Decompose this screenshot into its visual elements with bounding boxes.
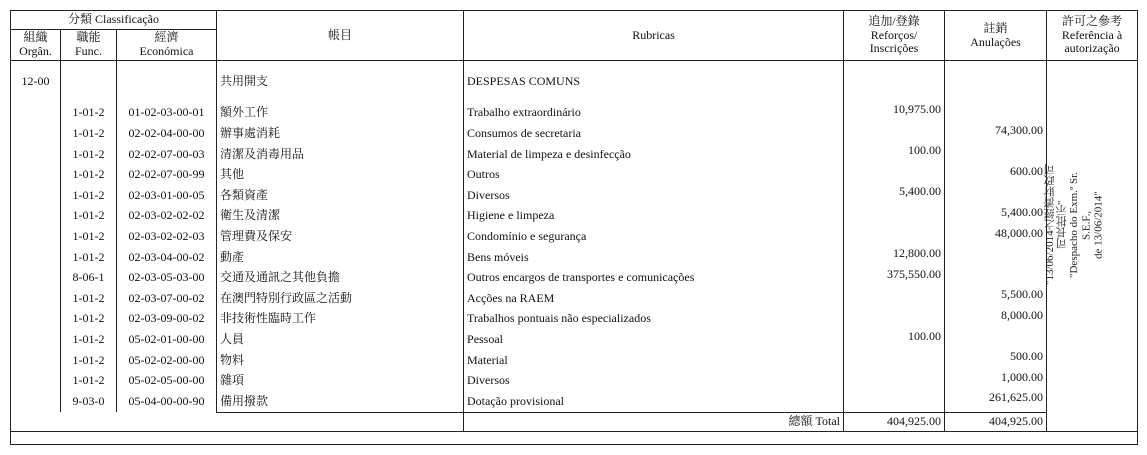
item-zh: 衛生及清潔: [217, 206, 464, 227]
anulacao-value: 1,000.00: [945, 371, 1047, 392]
anulacao-value: 5,400.00: [945, 206, 1047, 227]
econ-code: 02-02-07-00-99: [117, 165, 217, 186]
anulacao-value: 5,500.00: [945, 288, 1047, 309]
total-reforco: 404,925.00: [844, 412, 945, 431]
func-code: 1-01-2: [61, 185, 117, 206]
func-code: 1-01-2: [61, 165, 117, 186]
authorization-reference-text: "13/06/2014之經濟財政司 司長批示" "Despacho do Exm.º Sr. S.E.F., de 13/06/2014": [1044, 164, 1105, 286]
item-zh: 交通及通訊之其他負擔: [217, 268, 464, 289]
item-pt: Diversos: [464, 371, 844, 392]
table-body: [11, 61, 1138, 413]
anulacao-value: [945, 103, 1047, 124]
reinforcements-header-zh: 追加/登錄: [868, 13, 920, 28]
item-zh: 非技術性臨時工作: [217, 309, 464, 330]
econ-header-zh: 經濟: [154, 30, 179, 45]
reference-header-pt: Referência à: [1061, 27, 1123, 42]
total-anulacao: 404,925.00: [945, 412, 1047, 431]
func-header: [61, 30, 117, 61]
org-header: [11, 30, 61, 61]
authorization-reference: [1044, 160, 1134, 290]
table-row: [11, 391, 1138, 412]
table-row: [11, 185, 1138, 206]
func-code: 1-01-2: [61, 206, 117, 227]
func-code: 1-01-2: [61, 144, 117, 165]
econ-code: 02-02-07-00-03: [117, 144, 217, 165]
econ-code: 05-02-01-00-00: [117, 330, 217, 351]
func-header-zh: 職能: [76, 30, 101, 45]
bottom-spacer-row: [11, 431, 1138, 444]
classification-header: 分類 Classificação: [11, 11, 217, 30]
reference-header-zh: 許可之參考: [1062, 13, 1123, 28]
anulacao-value: 48,000.00: [945, 227, 1047, 248]
func-code: 1-01-2: [61, 371, 117, 392]
func-code: 1-01-2: [61, 330, 117, 351]
reforco-value: 375,550.00: [844, 268, 945, 289]
total-label: 總額 Total: [464, 412, 844, 431]
org-header-pt: Orgân.: [19, 44, 52, 58]
item-zh: 在澳門特別行政區之活動: [217, 288, 464, 309]
anulacao-value: [945, 268, 1047, 289]
group-title-zh: 共用開支: [217, 61, 464, 104]
item-zh: 其他: [217, 165, 464, 186]
item-zh: 各類資產: [217, 185, 464, 206]
table-row: [11, 247, 1138, 268]
item-pt: Pessoal: [464, 330, 844, 351]
reinforcements-header: [844, 11, 945, 61]
econ-code: 02-03-07-00-02: [117, 288, 217, 309]
item-zh: 清潔及消毒用品: [217, 144, 464, 165]
reforco-value: [844, 371, 945, 392]
item-pt: Material de limpeza e desinfecção: [464, 144, 844, 165]
anulacao-value: 600.00: [945, 165, 1047, 186]
anulacao-value: 74,300.00: [945, 124, 1047, 145]
item-pt: Acções na RAEM: [464, 288, 844, 309]
reforco-value: 12,800.00: [844, 247, 945, 268]
table-row: [11, 206, 1138, 227]
reinforcements-header-pt: Reforços/: [870, 27, 918, 42]
func-code: 1-01-2: [61, 247, 117, 268]
reference-header: [1047, 11, 1138, 61]
econ-header-pt: Económica: [139, 44, 194, 58]
reforco-value: 100.00: [844, 144, 945, 165]
func-code: 9-03-0: [61, 391, 117, 412]
table-row: [11, 144, 1138, 165]
item-pt: Bens móveis: [464, 247, 844, 268]
item-zh-header: 帳目: [217, 11, 464, 61]
econ-code: 02-03-05-03-00: [117, 268, 217, 289]
table-row: [11, 268, 1138, 289]
org-header-zh: 組織: [23, 30, 48, 45]
item-pt: Higiene e limpeza: [464, 206, 844, 227]
econ-code: 02-02-04-00-00: [117, 124, 217, 145]
item-zh: 管理費及保安: [217, 227, 464, 248]
anulacao-value: [945, 185, 1047, 206]
func-code: 8-06-1: [61, 268, 117, 289]
item-zh: 備用撥款: [217, 391, 464, 412]
econ-code: 01-02-03-00-01: [117, 103, 217, 124]
item-pt: Material: [464, 350, 844, 371]
item-pt: Consumos de secretaria: [464, 124, 844, 145]
group-row: [11, 61, 1138, 104]
item-pt: Trabalho extraordinário: [464, 103, 844, 124]
econ-code: 05-02-02-00-00: [117, 350, 217, 371]
func-header-pt: Func.: [75, 44, 102, 58]
item-pt: Condomínio e segurança: [464, 227, 844, 248]
item-zh: 物料: [217, 350, 464, 371]
func-code: 1-01-2: [61, 288, 117, 309]
econ-code: 02-03-01-00-05: [117, 185, 217, 206]
anulacao-value: 8,000.00: [945, 309, 1047, 330]
func-code: 1-01-2: [61, 350, 117, 371]
item-pt-header: Rubricas: [464, 11, 844, 61]
econ-header: [117, 30, 217, 61]
econ-code: 05-04-00-00-90: [117, 391, 217, 412]
reforco-value: [844, 165, 945, 186]
reforco-value: 5,400.00: [844, 185, 945, 206]
reforco-value: [844, 350, 945, 371]
item-zh: 辦事處消耗: [217, 124, 464, 145]
annulments-header-zh: 註銷: [983, 20, 1008, 35]
reforco-value: [844, 288, 945, 309]
total-row: [11, 412, 1138, 431]
econ-code: 02-03-02-02-02: [117, 206, 217, 227]
table-row: [11, 330, 1138, 351]
table-row: [11, 103, 1138, 124]
table-row: [11, 309, 1138, 330]
anulacao-value: 500.00: [945, 350, 1047, 371]
anulacao-value: [945, 330, 1047, 351]
reforco-value: [844, 206, 945, 227]
budget-table: [10, 10, 1138, 445]
item-pt: Dotação provisional: [464, 391, 844, 412]
item-zh: 人員: [217, 330, 464, 351]
table-row: [11, 227, 1138, 248]
item-pt: Diversos: [464, 185, 844, 206]
annulments-header: [945, 11, 1047, 61]
item-pt: Trabalhos pontuais não especializados: [464, 309, 844, 330]
func-code: 1-01-2: [61, 103, 117, 124]
econ-code: 02-03-02-02-03: [117, 227, 217, 248]
item-pt: Outros encargos de transportes e comunicações: [464, 268, 844, 289]
item-zh: 額外工作: [217, 103, 464, 124]
org-code: 12-00: [11, 61, 61, 104]
reforco-value: 100.00: [844, 330, 945, 351]
table-row: [11, 165, 1138, 186]
reference-header-pt2: autorização: [1064, 41, 1120, 56]
reforco-value: [844, 124, 945, 145]
table-row: [11, 350, 1138, 371]
table-row: [11, 371, 1138, 392]
reforco-value: [844, 309, 945, 330]
reinforcements-header-pt2: Inscrições: [869, 41, 919, 56]
econ-code: 05-02-05-00-00: [117, 371, 217, 392]
anulacao-value: 261,625.00: [945, 391, 1047, 412]
anulacao-value: [945, 144, 1047, 165]
econ-code: 02-03-09-00-02: [117, 309, 217, 330]
func-code: 1-01-2: [61, 309, 117, 330]
reforco-value: [844, 391, 945, 412]
econ-code: 02-03-04-00-02: [117, 247, 217, 268]
item-zh: 動產: [217, 247, 464, 268]
anulacao-value: [945, 247, 1047, 268]
reforco-value: [844, 227, 945, 248]
reforco-value: 10,975.00: [844, 103, 945, 124]
item-pt: Outros: [464, 165, 844, 186]
table-row: [11, 288, 1138, 309]
table-row: [11, 124, 1138, 145]
func-code: 1-01-2: [61, 124, 117, 145]
func-code: 1-01-2: [61, 227, 117, 248]
group-title-pt: DESPESAS COMUNS: [464, 61, 844, 104]
item-zh: 雜項: [217, 371, 464, 392]
annulments-header-pt: Anulações: [970, 34, 1021, 49]
